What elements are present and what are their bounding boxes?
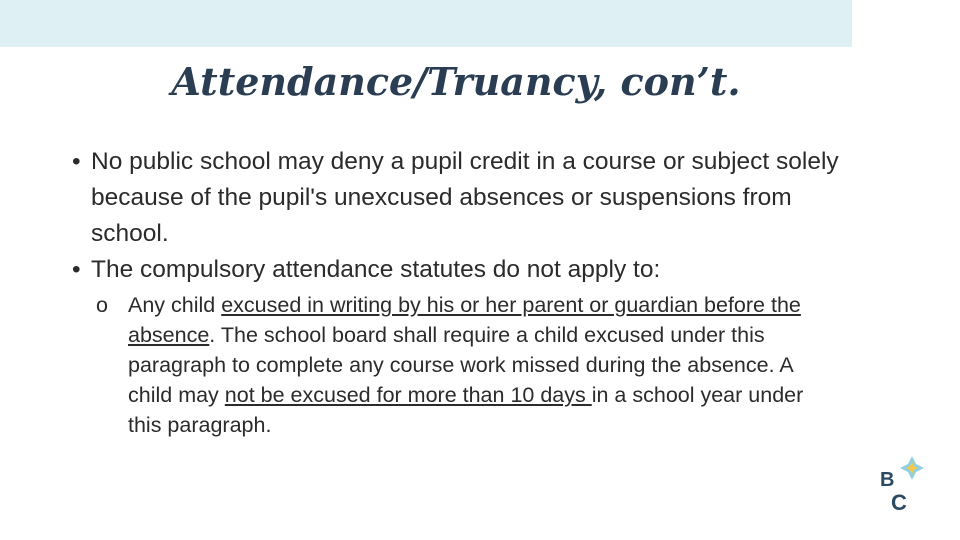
sub-text-3: . The school board shall require a child excused under this paragraph to complete any course work missed during the absence. A child may bbox=[128, 323, 793, 407]
sub-text-underlined-limit: not be excused for more than 10 days bbox=[224, 383, 592, 407]
slide-title: Attendance/Truancy, con’t. bbox=[171, 59, 741, 104]
logo-letter-b: B bbox=[880, 469, 895, 491]
bullet-text: No public school may deny a pupil credit in a course or subject solely because of the pupil's unexcused absences or suspensions from school. bbox=[91, 148, 839, 247]
header-band bbox=[0, 0, 852, 47]
sub-bullet-marker: o bbox=[96, 293, 108, 317]
bc-logo bbox=[870, 452, 930, 516]
sub-text-underlined-excused: excused in writing by his or her parent or guardian before the absence bbox=[128, 293, 801, 347]
logo-letter-c: C bbox=[891, 490, 907, 515]
sub-text-5: in a school year under this paragraph. bbox=[128, 383, 804, 437]
bullet-list bbox=[72, 144, 842, 440]
bullet-marker: • bbox=[72, 256, 81, 283]
bullet-marker: • bbox=[72, 148, 81, 175]
bullet-text: The compulsory attendance statutes do not apply to: bbox=[91, 256, 661, 283]
sub-text-1: Any child bbox=[128, 293, 222, 317]
sparkle-icon bbox=[900, 456, 924, 480]
bullet-item-exemptions bbox=[72, 252, 842, 288]
bc-logo-svg bbox=[870, 452, 930, 516]
sub-bullet-excused-child bbox=[96, 290, 818, 440]
bullet-item-credit bbox=[72, 144, 842, 252]
